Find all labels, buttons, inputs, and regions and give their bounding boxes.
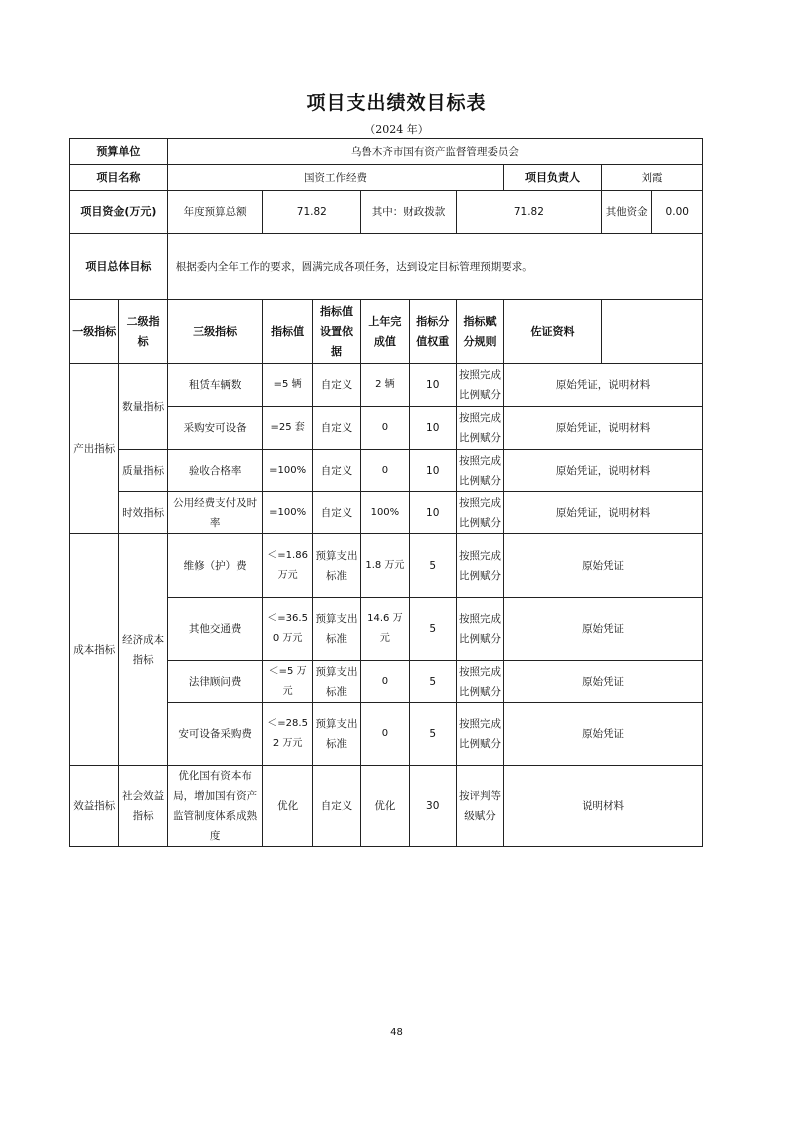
header-spacer xyxy=(601,300,702,364)
row-basis: 自定义 xyxy=(312,364,360,407)
header-evidence: 佐证资料 xyxy=(504,300,602,364)
row-last: 0 xyxy=(361,661,409,703)
row-last: 1.8 万元 xyxy=(361,534,409,598)
row-evidence: 原始凭证，说明材料 xyxy=(504,450,703,492)
row-l3: 采购安可设备 xyxy=(167,407,263,450)
row-basis: 预算支出标准 xyxy=(312,661,360,703)
project-name-value: 国资工作经费 xyxy=(167,165,503,191)
header-l2: 二级指标 xyxy=(119,300,167,364)
row-weight: 5 xyxy=(409,598,456,661)
row-evidence: 说明材料 xyxy=(504,766,703,847)
row-l3: 公用经费支付及时率 xyxy=(167,492,263,534)
row-weight: 5 xyxy=(409,534,456,598)
header-last: 上年完成值 xyxy=(361,300,409,364)
header-basis: 指标值设置依据 xyxy=(312,300,360,364)
row-evidence: 原始凭证，说明材料 xyxy=(504,407,703,450)
table-row xyxy=(70,364,703,407)
fiscal-fund-label: 其中：财政拨款 xyxy=(361,191,457,234)
group-quantity: 数量指标 xyxy=(119,364,167,450)
row-rule: 按照完成比例赋分 xyxy=(456,450,503,492)
row-value: 优化 xyxy=(263,766,312,847)
row-l3: 安可设备采购费 xyxy=(167,703,263,766)
other-fund-label: 其他资金 xyxy=(605,206,648,218)
group-benefit: 效益指标 xyxy=(70,766,119,847)
page-number: 48 xyxy=(390,1027,403,1038)
row-basis: 自定义 xyxy=(312,492,360,534)
row-rule: 按照完成比例赋分 xyxy=(456,703,503,766)
row-weight: 30 xyxy=(409,766,456,847)
row-last: 0 xyxy=(361,407,409,450)
other-fund-cell xyxy=(601,191,702,234)
row-last: 100% xyxy=(361,492,409,534)
row-rule: 按照完成比例赋分 xyxy=(456,407,503,450)
project-leader-value: 刘霞 xyxy=(601,165,702,191)
row-value: =100% xyxy=(263,450,312,492)
row-basis: 预算支出标准 xyxy=(312,534,360,598)
row-last: 0 xyxy=(361,450,409,492)
header-value: 指标值 xyxy=(263,300,312,364)
performance-table xyxy=(69,138,703,847)
table-row xyxy=(70,450,703,492)
row-value: =100% xyxy=(263,492,312,534)
row-weight: 10 xyxy=(409,407,456,450)
row-l3: 优化国有资本布局，增加国有资产监管制度体系成熟度 xyxy=(167,766,263,847)
table-row xyxy=(70,492,703,534)
row-basis: 预算支出标准 xyxy=(312,598,360,661)
project-leader-label: 项目负责人 xyxy=(504,165,602,191)
budget-unit-value: 乌鲁木齐市国有资产监督管理委员会 xyxy=(167,139,702,165)
year-label: （2024 年） xyxy=(364,123,429,136)
row-rule: 按照完成比例赋分 xyxy=(456,492,503,534)
annual-total-label: 年度预算总额 xyxy=(167,191,263,234)
row-rule: 按评判等级赋分 xyxy=(456,766,503,847)
other-fund-value: 0.00 xyxy=(651,191,702,233)
row-last: 优化 xyxy=(361,766,409,847)
row-l3: 其他交通费 xyxy=(167,598,263,661)
row-weight: 5 xyxy=(409,661,456,703)
header-l3: 三级指标 xyxy=(167,300,263,364)
budget-unit-label: 预算单位 xyxy=(70,139,168,165)
row-l3: 维修（护）费 xyxy=(167,534,263,598)
group-social: 社会效益指标 xyxy=(119,766,167,847)
project-fund-label: 项目资金(万元) xyxy=(70,191,168,234)
row-value: ＜=5 万元 xyxy=(263,661,312,703)
overall-goal-label: 项目总体目标 xyxy=(70,234,168,300)
header-weight: 指标分值权重 xyxy=(409,300,456,364)
table-row xyxy=(70,766,703,847)
row-evidence: 原始凭证 xyxy=(504,661,703,703)
overall-goal-value: 根据委内全年工作的要求，圆满完成各项任务，达到设定目标管理预期要求。 xyxy=(167,234,702,300)
row-value: =25 套 xyxy=(263,407,312,450)
row-value: ＜=36.50 万元 xyxy=(263,598,312,661)
annual-total-value: 71.82 xyxy=(263,191,361,234)
row-last: 2 辆 xyxy=(361,364,409,407)
row-evidence: 原始凭证，说明材料 xyxy=(504,492,703,534)
group-timeliness: 时效指标 xyxy=(119,492,167,534)
group-quality: 质量指标 xyxy=(119,450,167,492)
group-cost: 成本指标 xyxy=(70,534,119,766)
group-economic: 经济成本指标 xyxy=(119,534,167,766)
row-basis: 自定义 xyxy=(312,407,360,450)
row-weight: 5 xyxy=(409,703,456,766)
row-rule: 按照完成比例赋分 xyxy=(456,534,503,598)
row-evidence: 原始凭证 xyxy=(504,703,703,766)
project-name-label: 项目名称 xyxy=(70,165,168,191)
row-l3: 验收合格率 xyxy=(167,450,263,492)
row-rule: 按照完成比例赋分 xyxy=(456,598,503,661)
row-last: 14.6 万元 xyxy=(361,598,409,661)
row-l3: 法律顾问费 xyxy=(167,661,263,703)
row-last: 0 xyxy=(361,703,409,766)
header-l1: 一级指标 xyxy=(70,300,119,364)
row-evidence: 原始凭证 xyxy=(504,598,703,661)
row-basis: 自定义 xyxy=(312,450,360,492)
row-evidence: 原始凭证，说明材料 xyxy=(504,364,703,407)
row-evidence: 原始凭证 xyxy=(504,534,703,598)
row-weight: 10 xyxy=(409,492,456,534)
row-value: =5 辆 xyxy=(263,364,312,407)
row-weight: 10 xyxy=(409,450,456,492)
fiscal-fund-value: 71.82 xyxy=(456,191,601,234)
row-rule: 按照完成比例赋分 xyxy=(456,364,503,407)
page-title: 项目支出绩效目标表 xyxy=(306,92,487,114)
row-rule: 按照完成比例赋分 xyxy=(456,661,503,703)
row-basis: 预算支出标准 xyxy=(312,703,360,766)
row-basis: 自定义 xyxy=(312,766,360,847)
group-output: 产出指标 xyxy=(70,364,119,534)
row-value: ＜=28.52 万元 xyxy=(263,703,312,766)
table-row xyxy=(70,534,703,598)
row-value: ＜=1.86 万元 xyxy=(263,534,312,598)
row-weight: 10 xyxy=(409,364,456,407)
row-l3: 租赁车辆数 xyxy=(167,364,263,407)
header-rule: 指标赋分规则 xyxy=(456,300,503,364)
